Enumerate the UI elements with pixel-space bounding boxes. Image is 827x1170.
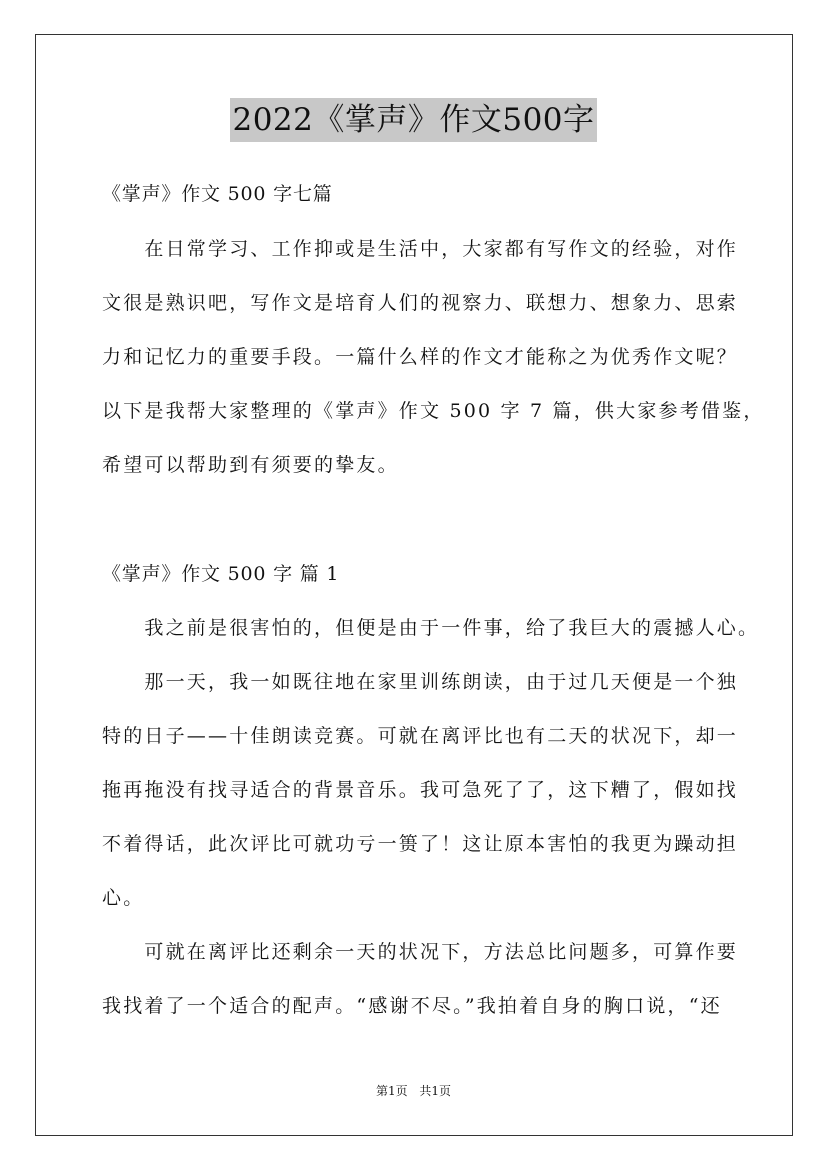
body-line: 不着得话，此次评比可就功亏一篑了！这让原本害怕的我更为躁动担 <box>102 833 739 855</box>
intro-line: 文很是熟识吧，写作文是培育人们的视察力、联想力、想象力、思索 <box>102 292 739 314</box>
body-line: 拖再拖没有找寻适合的背景音乐。我可急死了了，这下糟了，假如找 <box>102 779 739 801</box>
page-number: 第1页 <box>375 1084 408 1098</box>
page-total: 共1页 <box>419 1084 452 1098</box>
intro-line: 在日常学习、工作抑或是生活中，大家都有写作文的经验，对作 <box>102 238 739 260</box>
body-line: 特的日子——十佳朗读竞赛。可就在离评比也有二天的状况下，却一 <box>102 725 739 747</box>
body-line: 可就在离评比还剩余一天的状况下，方法总比问题多，可算作要 <box>102 941 739 963</box>
intro-line: 力和记忆力的重要手段。一篇什么样的作文才能称之为优秀作文呢？ <box>102 346 739 368</box>
document-title: 2022《掌声》作文500字 <box>230 98 596 142</box>
intro-line: 希望可以帮助到有须要的挚友。 <box>102 454 399 476</box>
body-line: 我之前是很害怕的，但便是由于一件事，给了我巨大的震撼人心。 <box>102 617 760 639</box>
document-subtitle: 《掌声》作文 500 字七篇 <box>102 183 333 205</box>
section-heading: 《掌声》作文 500 字 篇 1 <box>102 563 340 585</box>
intro-line: 以下是我帮大家整理的《掌声》作文 500 字 7 篇，供大家参考借鉴， <box>102 400 765 422</box>
title-container <box>0 98 827 142</box>
body-line: 心。 <box>102 887 145 909</box>
body-line: 我找着了一个适合的配声。“感谢不尽。”我拍着自身的胸口说，“还 <box>102 995 722 1017</box>
page-footer <box>0 1083 827 1099</box>
body-line: 那一天，我一如既往地在家里训练朗读，由于过几天便是一个独 <box>102 671 739 693</box>
